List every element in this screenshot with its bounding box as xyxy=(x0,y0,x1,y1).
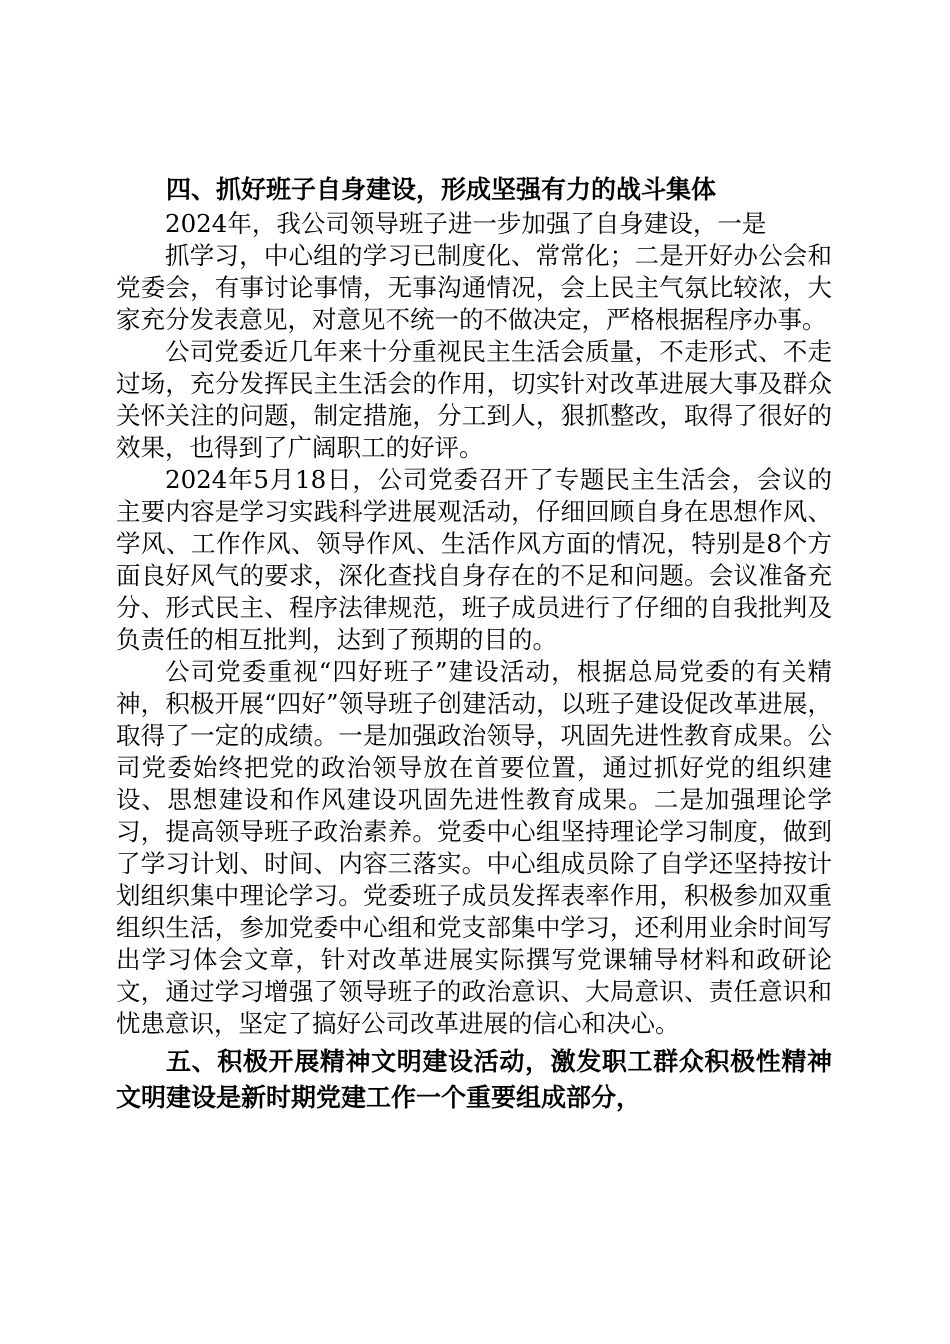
paragraph-4: 公司党委重视“四好班子”建设活动，根据总局党委的有关精神，积极开展“四好”领导班子创建活动，以班子建设促改革进展，取得了一定的成绩。一是加强政治领导，巩固先进性教育成果。公司党委始终把党的政治领导放在首要位置，通过抓好党的组织建设、思想建设和作风建设巩固先进性教育成果。二是加强理论学习，提高领导班子政治素养。党委中心组坚持理论学习制度，做到了学习计划、时间、内容三落实。中心组成员除了自学还坚持按计划组织集中理论学习。党委班子成员发挥表率作用，积极参加双重组织生活，参加党委中心组和党支部集中学习，还利用业余时间写出学习体会文章，针对改革进展实际撰写党课辅导材料和政研论文，通过学习增强了领导班子的政治意识、大局意识、责任意识和忧患意识，坚定了搞好公司改革进展的信心和决心。 xyxy=(116,657,832,1038)
paragraph-1-body: 抓学习，中心组的学习已制度化、常常化；二是开好办公会和党委会，有事讨论事情，无事沟通情况，会上民主气氛比较浓，大家充分发表意见，对意见不统一的不做决定，严格根据程序办事。 xyxy=(116,241,832,334)
paragraph-1 xyxy=(116,208,832,336)
document-page xyxy=(116,172,832,1116)
paragraph-1-first-line: 2024年，我公司领导班子进一步加强了自身建设，一是 xyxy=(165,209,767,238)
section-heading-4: 四、抓好班子自身建设，形成坚强有力的战斗集体 xyxy=(166,175,717,204)
paragraph-2: 公司党委近几年来十分重视民主生活会质量，不走形式、不走过场，充分发挥民主生活会的作用，切实针对改革进展大事及群众关怀关注的问题，制定措施，分工到人，狠抓整改，取得了很好的效果，也得到了广阔职工的好评。 xyxy=(116,337,832,462)
section-heading-5: 五、积极开展精神文明建设活动，激发职工群众积极性精神文明建设是新时期党建工作一个重要组成部分， xyxy=(116,1047,832,1112)
paragraph-3: 2024年5月18日，公司党委召开了专题民主生活会，会议的主要内容是学习实践科学进展观活动，仔细回顾自身在思想作风、学风、工作作风、领导作风、生活作风方面的情况，特别是8个方面良好风气的要求，深化查找自身存在的不足和问题。会议准备充分、形式民主、程序法律规范，班子成员进行了仔细的自我批判及负责任的相互批判，达到了预期的目的。 xyxy=(116,465,832,654)
